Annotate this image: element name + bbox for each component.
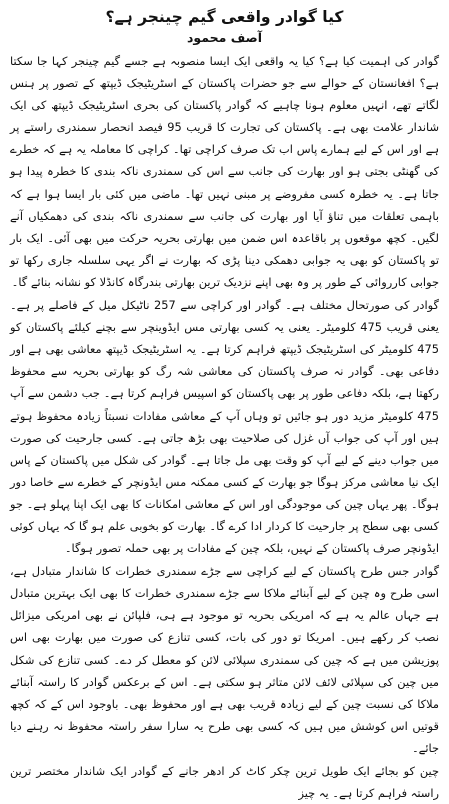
- article-paragraph: گوادر کی صورتحال مختلف ہے۔ گوادر اور کراچی سے 257 ناٹیکل میل کے فاصلے پر ہے۔ یعنی قریب 475 کلومیٹر۔ یعنی یہ کسی بھارتی مس ایڈوینچر سے بچنے کیلئے پاکستان کو 475 کلومیٹر کی اسٹریٹیجک ڈیپتھ فراہم کرتا ہے۔ یہ اسٹریٹیجک ڈیپتھ معاشی بھی ہے اور دفاعی بھی۔ گوادر نہ صرف پاکستان کی معاشی شہ رگ کو بھارتی بحریہ سے محفوظ رکھتا ہے، بلکہ دفاعی طور پر بھی پاکستان کو اسپیس فراہم کرتا ہے۔ جب دشمن سے آپ 475 کلومیٹر مزید دور ہو جائیں تو وہاں آپ کے معاشی مفادات نسبتاً زیادہ محفوظ ہوتے ہیں اور آپ کی جواب آں غزل کی صلاحیت بھی بڑھ جاتی ہے۔ کسی جارحیت کی صورت میں جواب دینے کے لیے آپ کو وقت بھی مل جاتا ہے۔ گوادر کی شکل میں پاکستان کے پاس ایک نیا معاشی مرکز ہوگا جو بھارت کے کسی ممکنہ مس ایڈونچر کے خطرے سے خاصا دور ہوگا۔ پھر یہاں چین کی موجودگی اور اس کے معاشی امکانات کا بھی ایک اپنا پہلو ہے۔ جو کسی بھی سطح پر جارحیت کا کردار ادا کرے گا۔ بھارت کو بخوبی علم ہو گا کہ یہاں کوئی ایڈونچر صرف پاکستان کے نہیں، بلکہ چین کے مفادات پر بھی حملہ تصور ہوگا۔: [10, 298, 439, 556]
- article-title: کیا گوادر واقعی گیم چینجر ہے؟: [105, 8, 344, 26]
- article-paragraph: چین کو بجائے ایک طویل ترین چکر کاٹ کر ادھر جانے کے گوادر ایک شاندار مختصر ترین راستہ فراہم کرتا ہے۔ یہ چیز: [10, 764, 439, 801]
- article-paragraph: گوادر کی اہمیت کیا ہے؟ کیا یہ واقعی ایک ایسا منصوبہ ہے جسے گیم چینجر کہا جا سکتا ہے؟ افغانستان کے حوالے سے جو حضرات پاکستان کے اسٹریٹیجک ڈیپتھ کے تصور پر ہنس لگاتے تھے، انہیں معلوم ہونا چاہیے کہ گوادر پاکستان کی بحری اسٹریٹیجک ڈیپتھ کی ایک شاندار علامت بھی ہے۔ پاکستان کی تجارت کا قریب 95 فیصد انحصار سمندری راستے پر ہے اور اس کے لیے ہمارے پاس اب تک صرف کراچی تھا۔ کراچی کا معاملہ یہ ہے کہ خطرے کی گھنٹی بجتی ہو اور بھارت کی جانب سے اس کی سمندری ناکہ بندی کا خطرہ پیدا ہو جاتا ہے۔ یہ خطرہ کسی مفروضے پر مبنی نہیں تھا۔ ماضی میں کئی بار ایسا ہوا ہے کہ باہمی تعلقات میں تناؤ آیا اور بھارت کی جانب سے سمندری ناکہ بندی کی دھمکیاں آنے لگیں۔ کچھ موقعوں پر باقاعدہ اس ضمن میں بھارتی بحریہ حرکت میں بھی آئی۔ ایک بار تو پاکستان کو بھی یہ جوابی دھمکی دینا پڑی کہ بھارت نے اگر یہی سلسلہ جاری رکھا تو جوابی کارروائی کے طور پر وہ بھی اپنے نزدیک ترین بھارتی بندرگاہ کانڈلا کو نشانہ بنائے گا۔: [10, 54, 440, 289]
- author-name: آصف محمود: [187, 30, 262, 45]
- article-paragraph: گوادر جس طرح پاکستان کے لیے کراچی سے جڑے سمندری خطرات کا شاندار متبادل ہے، اسی طرح وہ چین کے لیے آبنائے ملاکا سے جڑے سمندری خطرات کا بھی ایک بہترین متبادل ہے جہاں عالم یہ ہے کہ امریکی بحریہ تو موجود ہے ہی، فلپائن نے بھی امریکی میزائل نصب کر رکھے ہیں۔ امریکا تو دور کی بات، کسی تنازع کی صورت میں بھارت بھی اس پوزیشن میں ہے کہ چین کی سمندری سپلائی لائن کو معطل کر دے۔ کسی تنازع کی شکل میں چین کی سپلائی لائف لائن متاثر ہو سکتی ہے۔ اس کے برعکس گوادر کا راستہ آبنائے ملاکا کی نسبت چین کے لیے زیادہ قریب بھی ہے اور محفوظ بھی۔ باوجود اس کے کہ کچھ قوتیں اس کوشش میں ہیں کہ کسی بھی طرح یہ سارا سفر راستہ محفوظ نہ رہنے دیا جائے۔: [10, 564, 439, 755]
